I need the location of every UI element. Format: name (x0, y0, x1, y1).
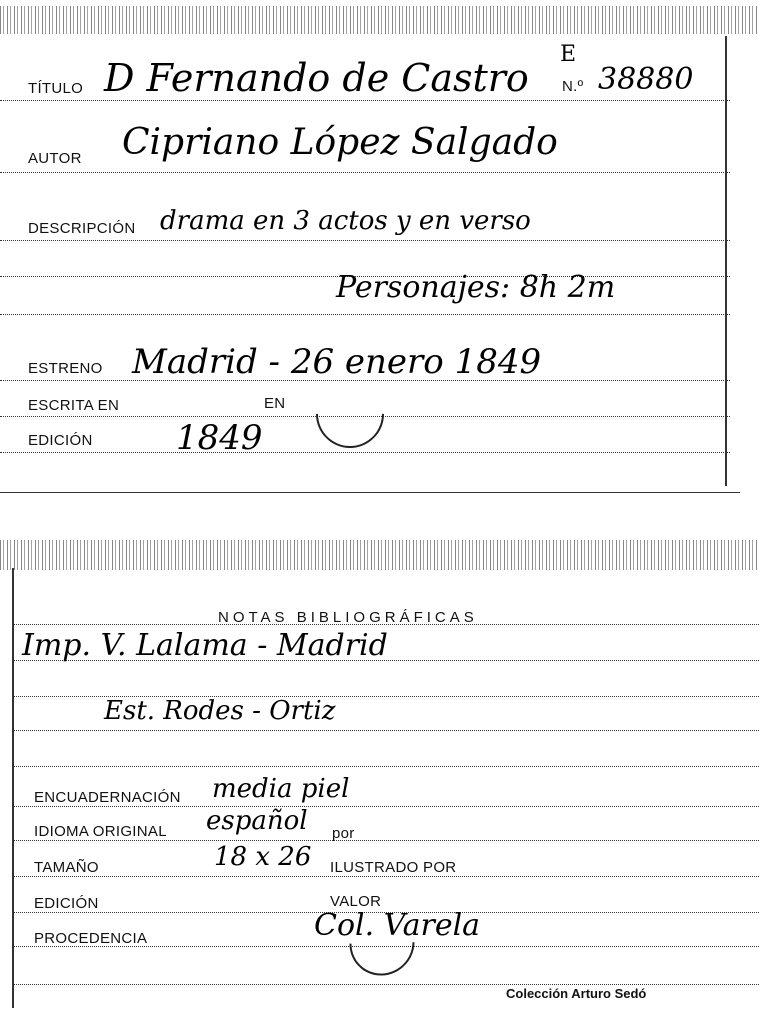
value-procedencia: Col. Varela (314, 908, 481, 943)
label-valor: VALOR (330, 893, 382, 910)
label-edicion: EDICIÓN (28, 432, 93, 449)
label-estreno: ESTRENO (28, 360, 103, 377)
label-procedencia: PROCEDENCIA (34, 930, 148, 947)
value-numero: 38880 (598, 62, 694, 97)
value-edicion: 1849 (176, 418, 263, 458)
row-idioma (14, 840, 759, 841)
row-notes-4 (14, 730, 759, 731)
label-encuadernacion: ENCUADERNACIÓN (34, 789, 181, 806)
value-autor: Cipriano López Salgado (122, 122, 558, 163)
note-imprenta: Imp. V. Lalama - Madrid (22, 628, 388, 663)
label-autor: AUTOR (28, 150, 82, 167)
label-ilustrado: ILUSTRADO POR (330, 859, 457, 876)
note-estampa: Est. Rodes - Ortiz (104, 696, 336, 726)
label-titulo: TÍTULO (28, 80, 84, 97)
value-descripcion: drama en 3 actos y en verso (160, 206, 531, 236)
value-idioma: español (206, 806, 308, 836)
label-escrita-en: ESCRITA EN (28, 397, 120, 414)
label-en: EN (264, 395, 286, 412)
notes-heading: NOTAS BIBLIOGRÁFICAS (218, 609, 478, 626)
value-estreno: Madrid - 26 enero 1849 (132, 342, 542, 382)
label-edicion-back: EDICIÓN (34, 895, 99, 912)
collection-credit: Colección Arturo Sedó (506, 986, 647, 1001)
label-idioma: IDIOMA ORIGINAL (34, 823, 167, 840)
label-por: por (332, 825, 355, 842)
series-letter: E (560, 42, 577, 67)
label-descripcion: DESCRIPCIÓN (28, 220, 136, 237)
value-encuadernacion: media piel (212, 774, 350, 804)
row-encuadernacion (14, 806, 759, 807)
value-personajes: Personajes: 8h 2m (336, 270, 616, 305)
row-tamano (14, 876, 759, 877)
row-bottom (14, 984, 759, 985)
label-tamano: TAMAÑO (34, 859, 99, 876)
value-tamano: 18 x 26 (214, 842, 312, 872)
row-notes-1 (14, 624, 759, 625)
row-notes-5 (14, 766, 759, 767)
value-titulo: D Fernando de Castro (104, 56, 529, 100)
label-numero: N.º (562, 78, 584, 95)
